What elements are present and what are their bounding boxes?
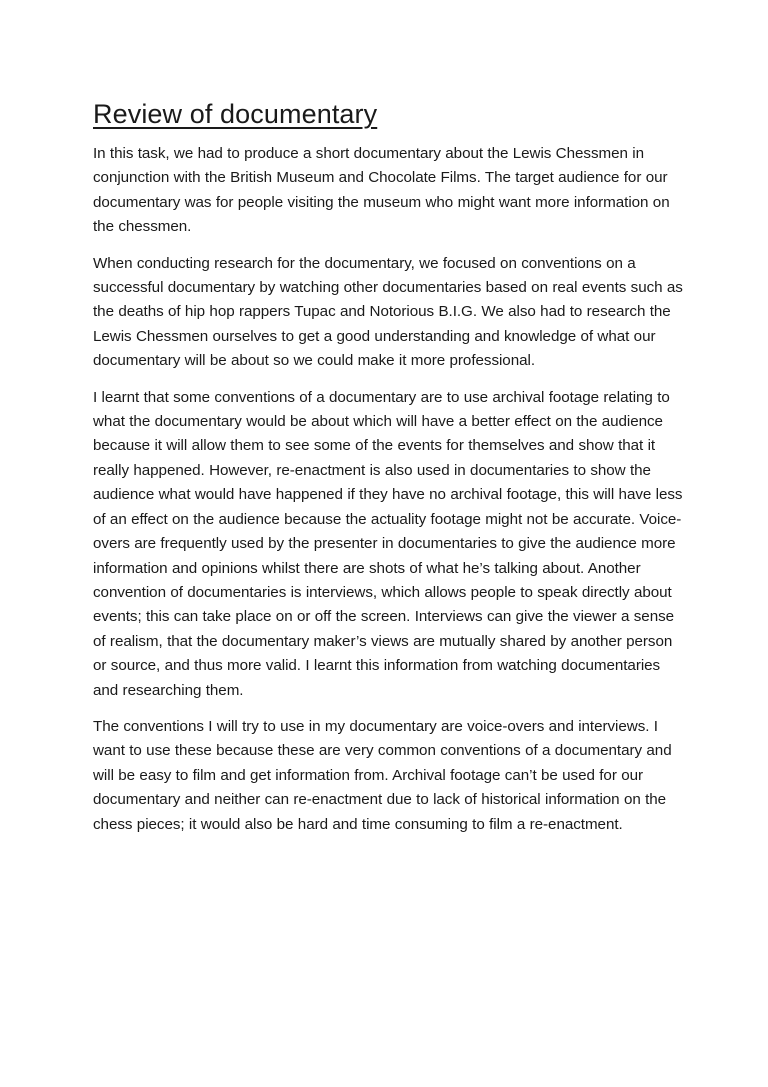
paragraph-introduction: In this task, we had to produce a short documentary about the Lewis Chessmen in conjunction with the British Museum and Chocolate Films. The target audience for our documentary was for people visiting the museum who might want more information on the chessmen. bbox=[93, 145, 670, 236]
paragraph-research: When conducting research for the documentary, we focused on conventions on a successful documentary by watching other documentaries based on real events such as the deaths of hip hop rappers Tupac and Notorious B.I.G. We also had to research the Lewis Chessmen ourselves to get a good understanding and knowledge of what our documentary will be about so we could make it more professional. bbox=[93, 254, 683, 370]
document-title: Review of documentary bbox=[93, 99, 378, 129]
paragraph-plan: The conventions I will try to use in my documentary are voice-overs and interviews. I want to use these because these are very common conventions of a documentary and will be easy to film and get information from. Archival footage can’t be used for our documentary and neither can re-enactment due to lack of historical information on the chess pieces; it would also be hard and time consuming to film a re-enactment. bbox=[93, 717, 672, 833]
paragraph-conventions: I learnt that some conventions of a documentary are to use archival footage relating to what the documentary would be about which will have a better effect on the audience because it will allow them to see some of the events for themselves and show that it really happened. However, re-enactment is also used in documentaries to show the audience what would have happened if they have no archival footage, this will have less of an effect on the audience because the actuality footage might not be accurate. Voice-overs are frequently used by the presenter in documentaries to give the audience more information and opinions whilst there are shots of what he’s talking about. Another convention of documentaries is interviews, which allows people to speak directly about events; this can take place on or off the screen. Interviews can give the viewer a sense of realism, that the documentary maker’s views are mutually shared by another person or source, and thus more valid. I learnt this information from watching documentaries and researching them. bbox=[93, 388, 683, 699]
